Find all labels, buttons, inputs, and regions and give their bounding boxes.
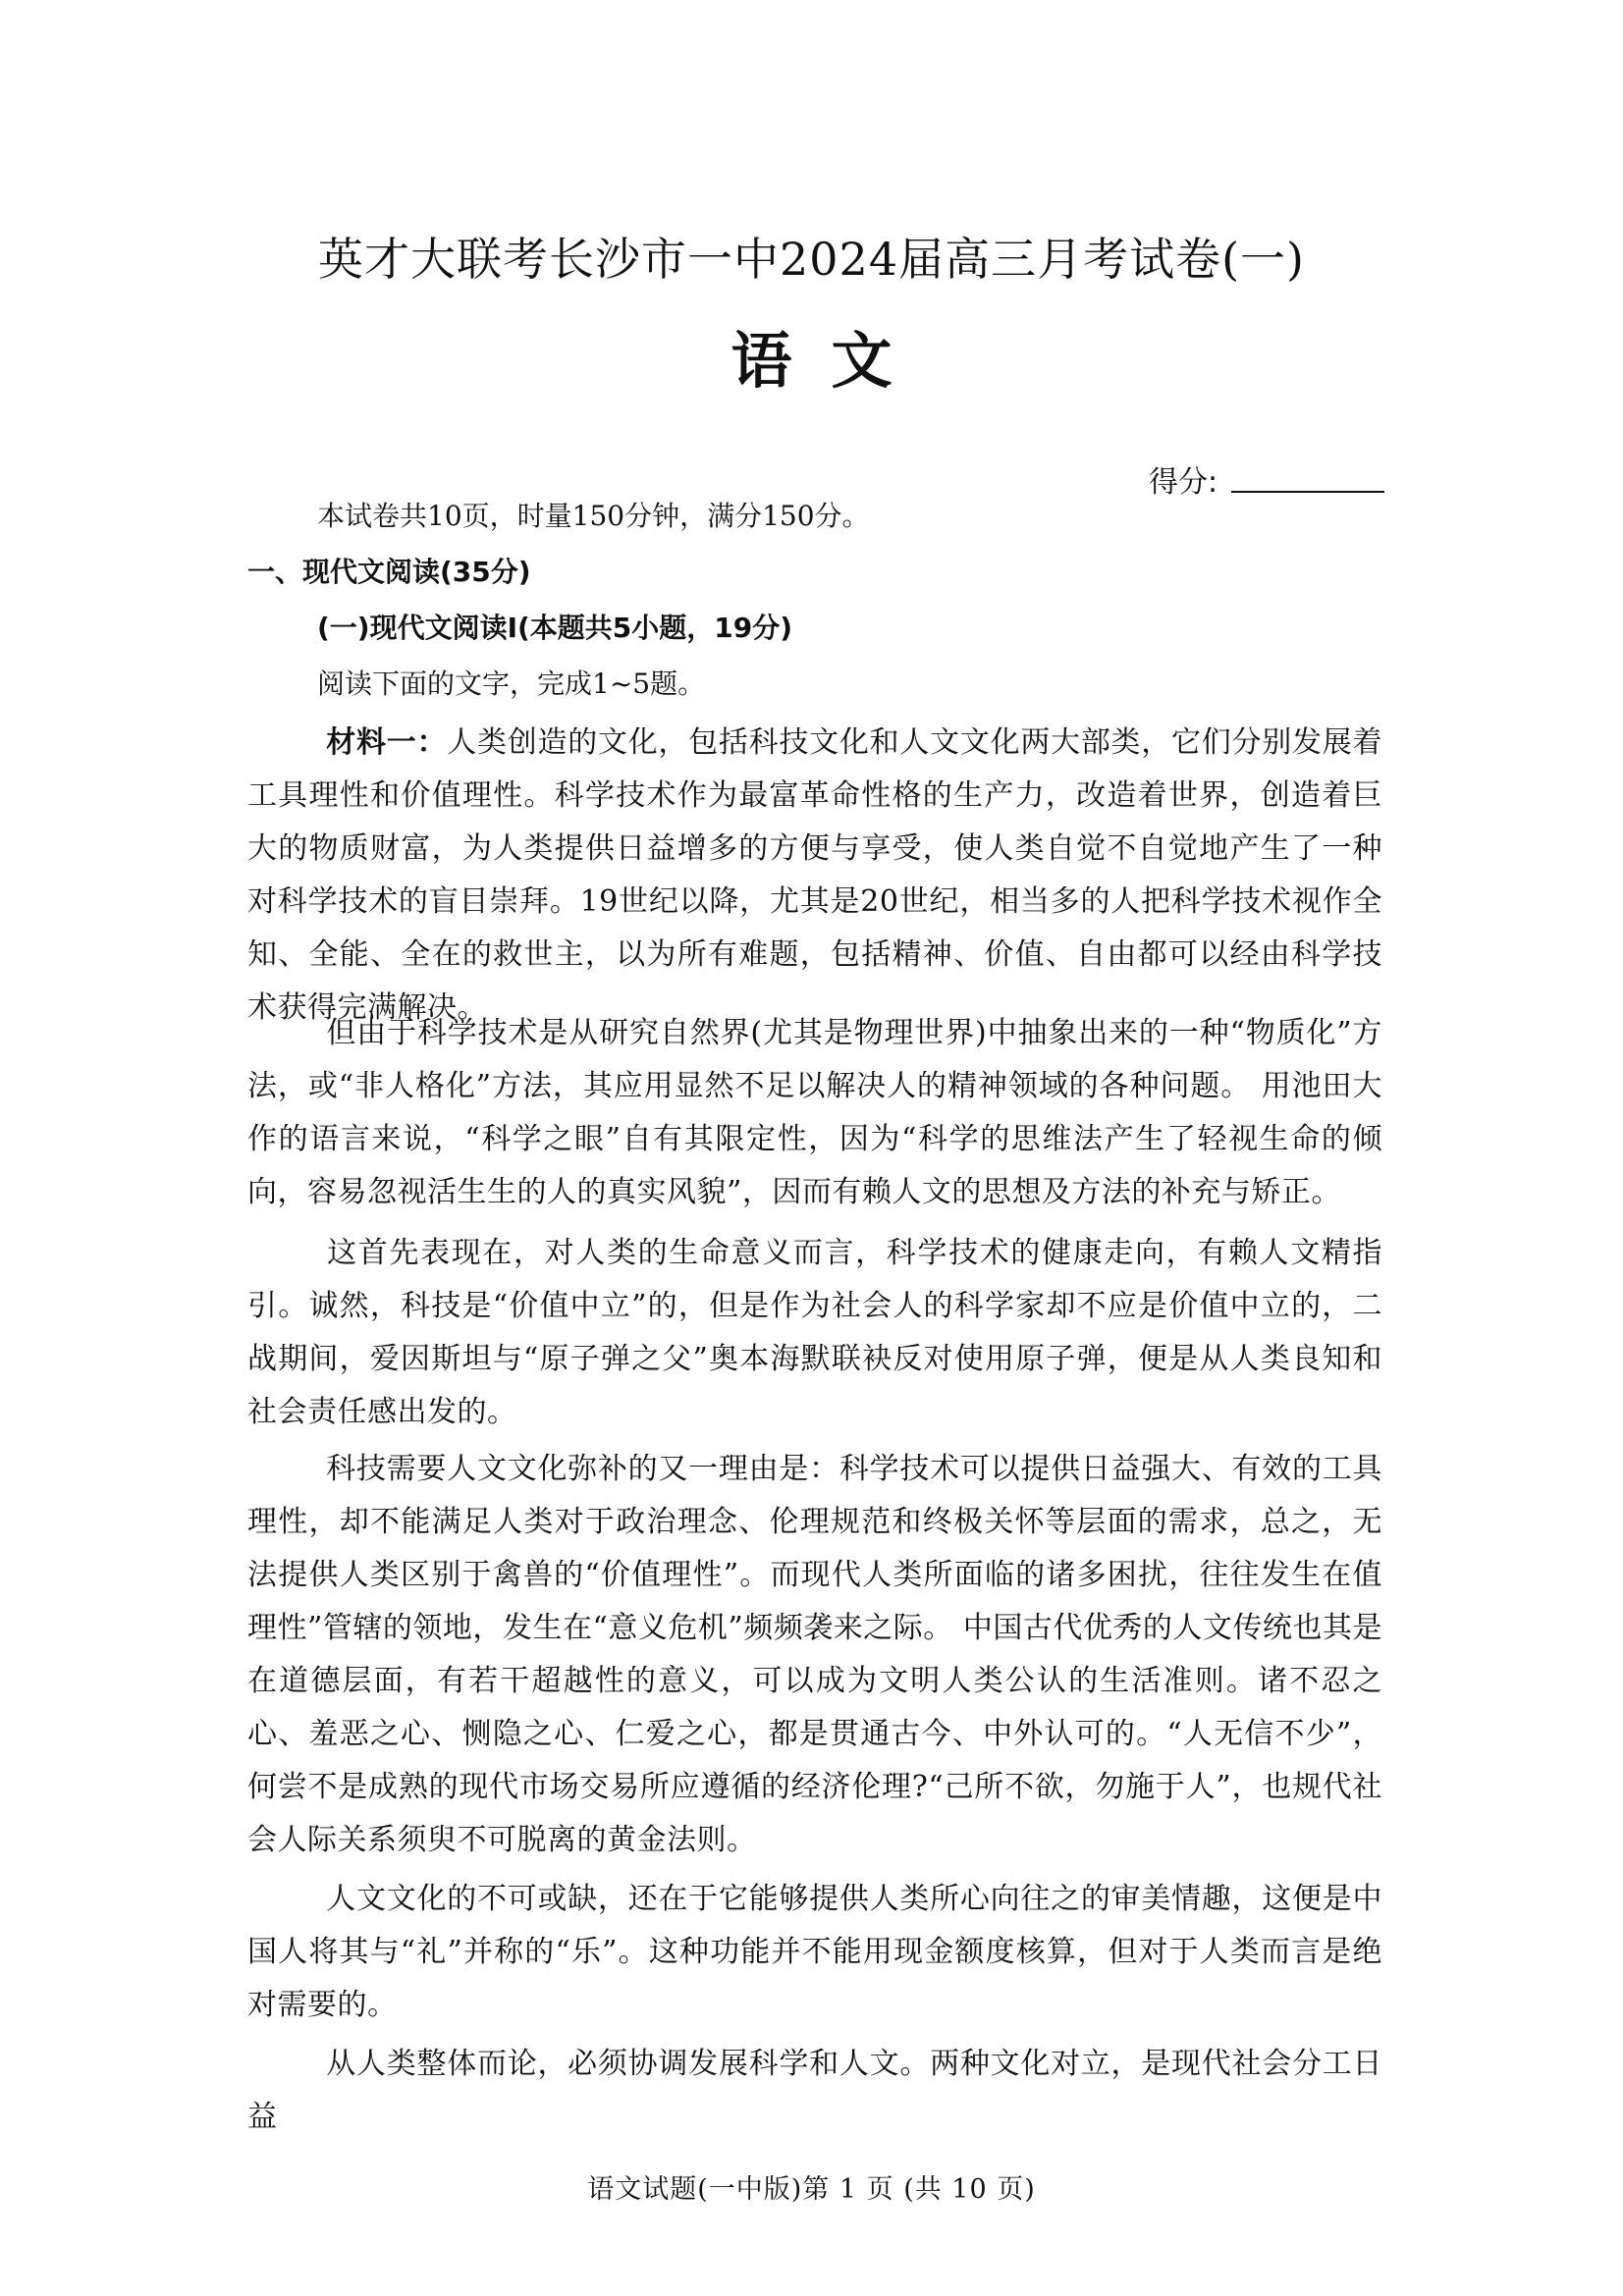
paragraph-text: 但由于科学技术是从研究自然界(尤其是物理世界)中抽象出来的一种“物质化”方法，或“非人格化”方法，其应用显然不足以解决人的精神领域的各种问题。 用池田大作的语言来说，“科学之眼”自有其限定性，因为“科学的思维法产生了轻视生命的倾向，容易忽视活生生的人的真实风貌”，因而有赖人文的思想及方法的补充与矫正。 <box>247 1016 1382 1209</box>
material-label: 材料一： <box>326 725 448 760</box>
section-title: 一、现代文阅读(35分) <box>247 556 531 588</box>
subject-title: 语文 <box>730 325 932 397</box>
page-footer: 语文试题(一中版)第 1 页 (共 10 页) <box>587 2174 1036 2205</box>
score-field <box>1149 457 1384 500</box>
score-label: 得分: <box>1149 465 1218 500</box>
paragraph-text: 科技需要人文文化弥补的又一理由是：科学技术可以提供日益强大、有效的工具理性，却不能满足人类对于政治理念、伦理规范和终极关怀等层面的需求，总之，无法提供人类区别于禽兽的“价值理性”。而现代人类所面临的诸多困扰，往往发生在值理性”管辖的领地，发生在“意义危机”频频袭来之际。 中国古代优秀的人文传统也其是在道德层面，有若干超越性的意义，可以成为文明人类公认的生活准则。诸不忍之心、羞恶之心、恻隐之心、仁爱之心，都是贯通古今、中外认可的。“人无信不少”，何尝不是成熟的现代市场交易所应遵循的经济伦理?“己所不欲，勿施于人”，也规代社会人际关系须臾不可脱离的黄金法则。 <box>247 1452 1382 1857</box>
paragraph-text: 从人类整体而论，必须协调发展科学和人文。两种文化对立，是现代社会分工日益 <box>247 2047 1382 2134</box>
passage-paragraph-1 <box>247 717 1382 1035</box>
paragraph-text: 人文文化的不可或缺，还在于它能够提供人类所心向往之的审美情趣，这便是中国人将其与“礼”并称的“乐”。这种功能并不能用现金额度核算，但对于人类而言是绝对需要的。 <box>247 1882 1382 2022</box>
passage-paragraph-6 <box>247 2038 1382 2144</box>
paragraph-text: 人类创造的文化，包括科技文化和人文文化两大部类，它们分别发展着工具理性和价值理性。科学技术作为最富革命性格的生产力，改造着世界，创造着巨大的物质财富，为人类提供日益增多的方便与享受，使人类自觉不自觉地产生了一种对科学技术的盲目崇拜。19世纪以降，尤其是20世纪，相当多的人把科学技术视作全知、全能、全在的救世主，以为所有难题，包括精神、价值、自由都可以经由科学技术获得完满解决。 <box>247 725 1383 1025</box>
passage-paragraph-3 <box>247 1227 1382 1439</box>
exam-title: 英才大联考长沙市一中2024届高三月考试卷(一) <box>318 233 1305 286</box>
reading-instruction: 阅读下面的文字，完成1~5题。 <box>317 667 706 700</box>
passage-paragraph-2 <box>247 1007 1382 1219</box>
passage-paragraph-5 <box>247 1873 1382 2032</box>
exam-notice: 本试卷共10页，时量150分钟，满分150分。 <box>317 500 870 532</box>
passage-paragraph-4 <box>247 1443 1382 1867</box>
subsection-title: (一)现代文阅读Ⅰ(本题共5小题，19分) <box>317 612 793 644</box>
score-blank-line <box>1231 491 1384 493</box>
paragraph-text: 这首先表现在，对人类的生命意义而言，科学技术的健康走向，有赖人文精指引。诚然，科技是“价值中立”的，但是作为社会人的科学家却不应是价值中立的，二战期间，爱因斯坦与“原子弹之父”奥本海默联袂反对使用原子弹，便是从人类良知和社会责任感出发的。 <box>247 1236 1382 1429</box>
